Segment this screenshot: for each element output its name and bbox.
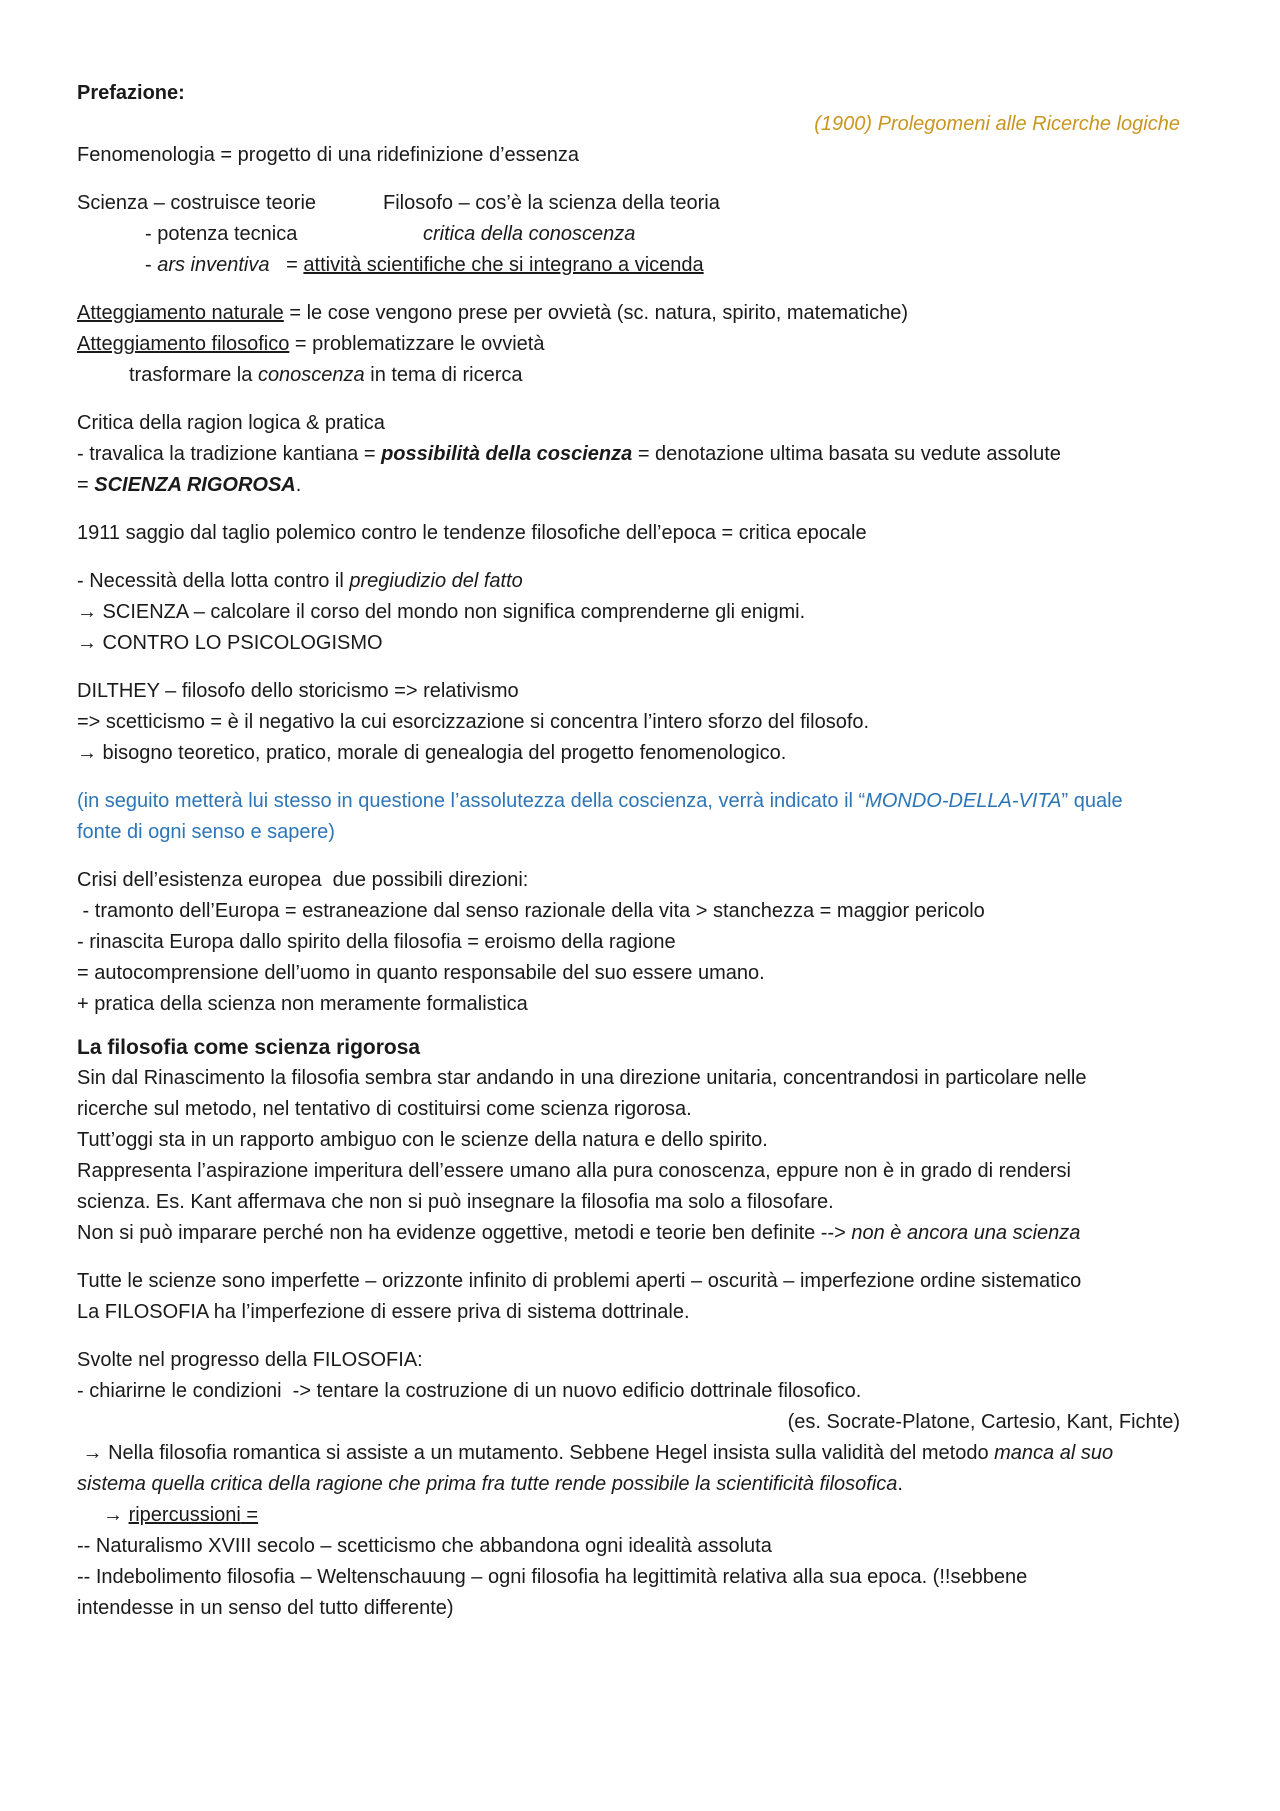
- crisi-line: Crisi dell’esistenza europea due possibili direzioni:: [77, 869, 529, 891]
- tutte-line: Tutte le scienze sono imperfette – orizzonte infinito di problemi aperti – oscurità – imperfezione ordine sistematico: [77, 1270, 1082, 1292]
- trasformare-i: conoscenza: [257, 364, 365, 386]
- p6-i: non è ancora una scienza: [851, 1222, 1081, 1244]
- romantica2-i: sistema quella critica della ragione che prima fra tutte rende possibile la scientificità filosofica: [77, 1473, 898, 1495]
- tramonto-line: - tramonto dell’Europa = estraneazione dal senso razionale della vita > stanchezza = maggior pericolo: [77, 900, 985, 922]
- fenomenologia-line: Fenomenologia = progetto di una ridefinizione d’essenza: [77, 144, 580, 166]
- document-body: [77, 78, 1207, 1624]
- filosofo-text: Filosofo – cos’è la scienza della teoria: [383, 192, 720, 214]
- blue1-a: (in seguito metterà lui stesso in questione l’assolutezza della coscienza, verrà indicato il “: [77, 790, 866, 812]
- ripercussioni-eq: =: [240, 1504, 259, 1526]
- scienza-rigorosa-line: [77, 470, 1207, 501]
- filosofia-imp-line: La FILOSOFIA ha l’imperfezione di essere priva di sistema dottrinale.: [77, 1301, 690, 1323]
- att-filosofico-term: Atteggiamento filosofico: [77, 333, 290, 355]
- critica-ragion-line: Critica della ragion logica & pratica: [77, 412, 385, 434]
- bisogno-line: → bisogno teoretico, pratico, morale di genealogia del progetto fenomenologico.: [77, 742, 787, 764]
- potenza-line: [77, 219, 1207, 250]
- es-note-line: (es. Socrate-Platone, Cartesio, Kant, Fichte): [787, 1411, 1180, 1433]
- section-heading: La filosofia come scienza rigorosa: [77, 1036, 421, 1059]
- att-naturale-def: = le cose vengono prese per ovvietà (sc. natura, spirito, matematiche): [283, 302, 909, 324]
- rinascita-line: - rinascita Europa dallo spirito della filosofia = eroismo della ragione: [77, 931, 676, 953]
- att-naturale-term: Atteggiamento naturale: [77, 302, 284, 324]
- scienza-rig-eq: =: [77, 474, 95, 496]
- arrow-contro-line: → CONTRO LO PSICOLOGISMO: [77, 632, 383, 654]
- source-note: (1900) Prolegomeni alle Ricerche logiche: [814, 113, 1180, 135]
- att-filosofico-line: [77, 329, 1207, 360]
- section-p1: Sin dal Rinascimento la filosofia sembra star andando in una direzione unitaria, concentrandosi in particolare nelle: [77, 1067, 1087, 1089]
- section-p4: Rappresenta l’aspirazione imperitura dell’essere umano alla pura conoscenza, eppure non è in grado di rendersi: [77, 1160, 1071, 1182]
- trasformare-b: in tema di ricerca: [364, 364, 523, 386]
- blue1-i: MONDO-DELLA-VITA: [865, 790, 1062, 812]
- section-p6: [77, 1218, 1207, 1249]
- trasformare-line: [77, 360, 1207, 391]
- ars-dash: -: [145, 254, 158, 276]
- naturalismo-line: -- Naturalismo XVIII secolo – scetticismo che abbandona ogni idealità assoluta: [77, 1535, 772, 1557]
- p6-a: Non si può imparare perché non ha evidenze oggettive, metodi e teorie ben definite -->: [77, 1222, 852, 1244]
- ars-text: ars inventiva: [157, 254, 270, 276]
- romantica-line-2: [77, 1469, 1207, 1500]
- pratica-line: + pratica della scienza non meramente formalistica: [77, 993, 528, 1015]
- trasformare-a: trasformare la: [129, 364, 258, 386]
- necessita-a: - Necessità della lotta contro il: [77, 570, 350, 592]
- scetticismo-line: => scetticismo = è il negativo la cui esorcizzazione si concentra l’intero sforzo del filosofo.: [77, 711, 870, 733]
- svolte-line: Svolte nel progresso della FILOSOFIA:: [77, 1349, 423, 1371]
- necessita-i: pregiudizio del fatto: [349, 570, 523, 592]
- preface-title: Prefazione:: [77, 82, 185, 104]
- autocomprensione-line: = autocomprensione dell’uomo in quanto responsabile del suo essere umano.: [77, 962, 765, 984]
- indebolimento-line: -- Indebolimento filosofia – Weltenschauung – ogni filosofia ha legittimità relativa alla sua epoca. (!!sebbene: [77, 1566, 1028, 1588]
- section-p3: Tutt’oggi sta in un rapporto ambiguo con le scienze della natura e dello spirito.: [77, 1129, 768, 1151]
- blue-note-line-1: [77, 786, 1207, 817]
- blue-note-line-2: fonte di ogni senso e sapere): [77, 821, 335, 843]
- travalica-b: = denotazione ultima basata su vedute assolute: [632, 443, 1061, 465]
- attivita-text: attività scientifiche che si integrano a vicenda: [303, 254, 704, 276]
- ripercussioni-line: [77, 1500, 1207, 1531]
- section-p5: scienza. Es. Kant affermava che non si può insegnare la filosofia ma solo a filosofare.: [77, 1191, 834, 1213]
- ripercussioni-term: ripercussioni: [128, 1504, 241, 1526]
- necessita-line: [77, 566, 1207, 597]
- critica-conoscenza-text: critica della conoscenza: [423, 223, 636, 245]
- romantica-i: manca al suo: [994, 1442, 1114, 1464]
- travalica-a: - travalica la tradizione kantiana =: [77, 443, 382, 465]
- ripercussioni-arrow: →: [103, 1504, 129, 1526]
- travalica-line: [77, 439, 1207, 470]
- scienza-filosofo-line: [77, 188, 1207, 219]
- ars-line: [77, 250, 1207, 281]
- ars-eq: =: [269, 254, 304, 276]
- att-naturale-line: [77, 298, 1207, 329]
- romantica-line-1: [77, 1438, 1207, 1469]
- scienza-text: Scienza – costruisce teorie: [77, 192, 317, 214]
- saggio-line: 1911 saggio dal taglio polemico contro le tendenze filosofiche dell’epoca = critica epocale: [77, 522, 867, 544]
- intendesse-line: intendesse in un senso del tutto differente): [77, 1597, 454, 1619]
- blue1-b: ” quale: [1061, 790, 1123, 812]
- romantica2-b: .: [897, 1473, 903, 1495]
- section-p2: ricerche sul metodo, nel tentativo di costituirsi come scienza rigorosa.: [77, 1098, 692, 1120]
- arrow-scienza-line: → SCIENZA – calcolare il corso del mondo non significa comprenderne gli enigmi.: [77, 601, 806, 623]
- dilthey-line: DILTHEY – filosofo dello storicismo => relativismo: [77, 680, 519, 702]
- att-filosofico-def: = problematizzare le ovvietà: [289, 333, 545, 355]
- travalica-bi: possibilità della coscienza: [381, 443, 633, 465]
- romantica-a: → Nella filosofia romantica si assiste a un mutamento. Sebbene Hegel insista sulla validità del metodo: [77, 1442, 995, 1464]
- scienza-rigorosa: SCIENZA RIGOROSA: [94, 474, 296, 496]
- potenza-text: - potenza tecnica: [145, 223, 298, 245]
- chiarirne-line: - chiarirne le condizioni -> tentare la costruzione di un nuovo edificio dottrinale filosofico.: [77, 1380, 862, 1402]
- scienza-rig-dot: .: [295, 474, 302, 496]
